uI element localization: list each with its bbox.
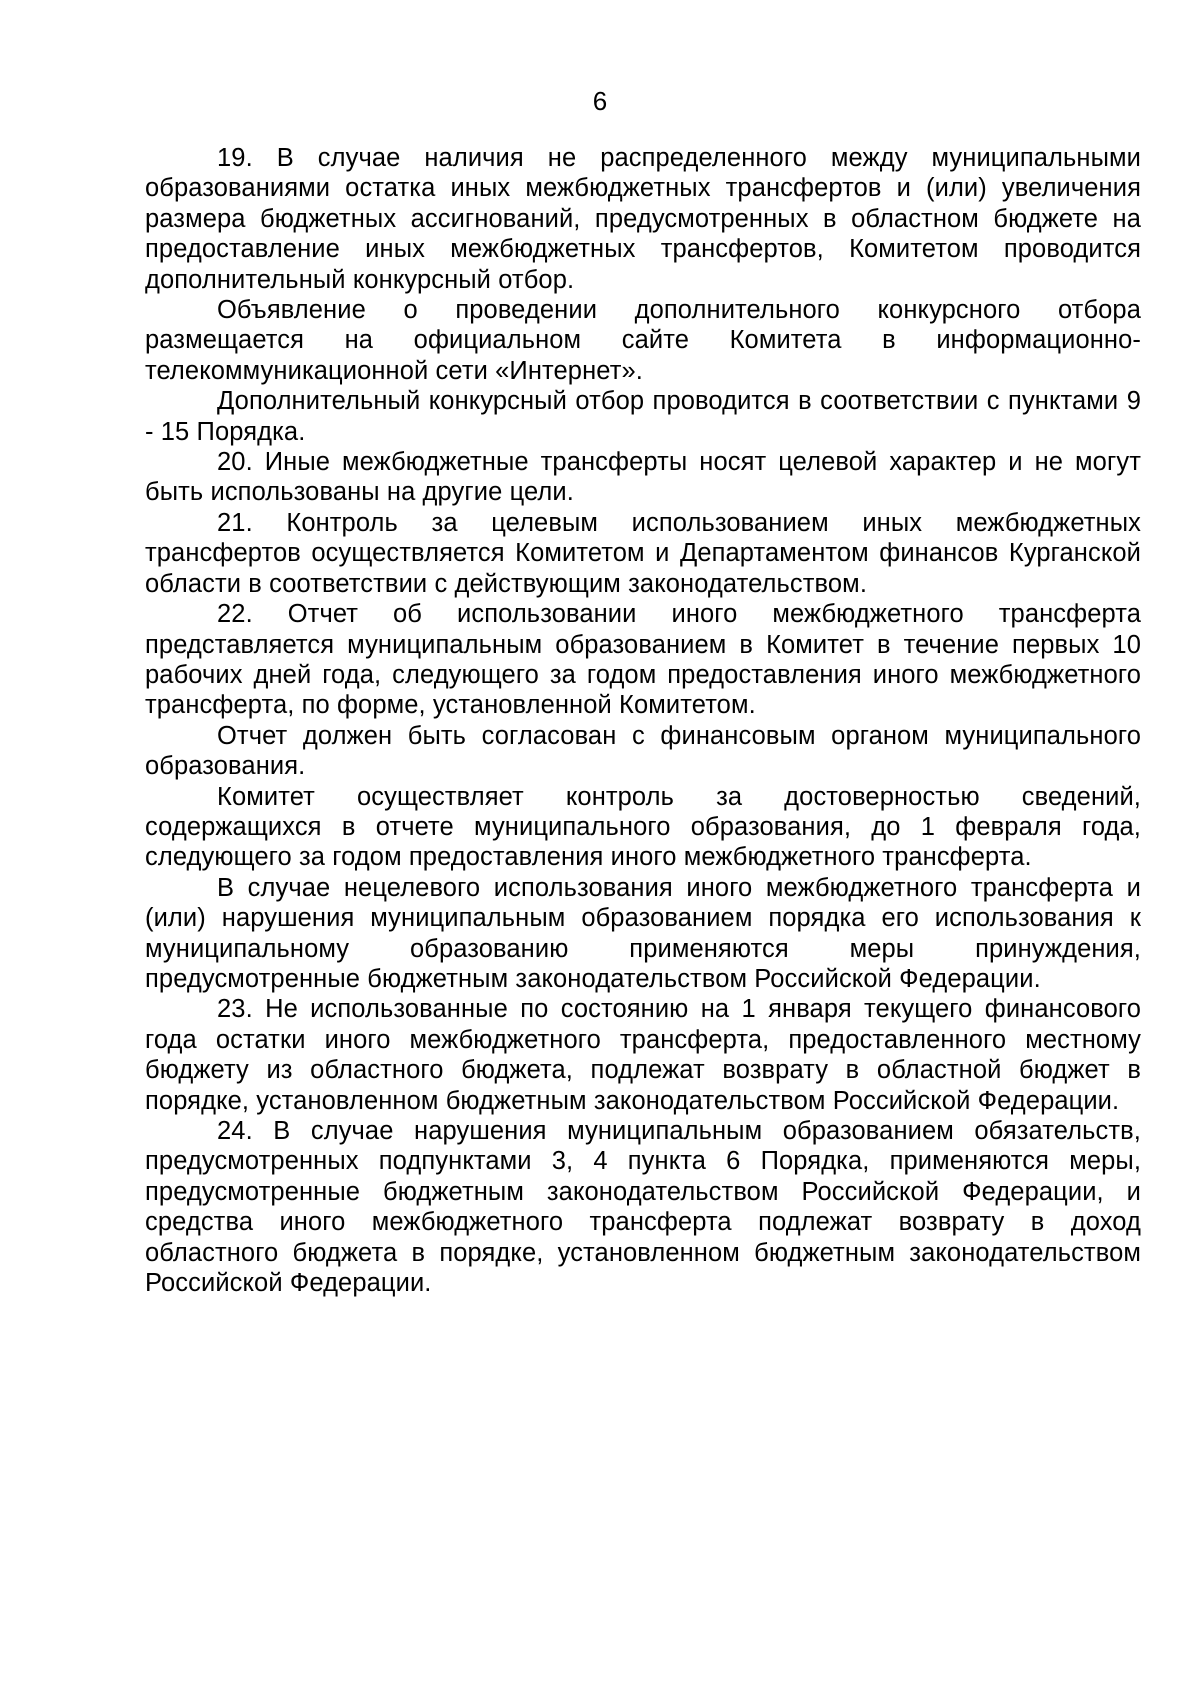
paragraph-22-misuse: В случае нецелевого использования иного межбюджетного трансферта и (или) нарушения муниципальным образованием порядка его использования к муниципальному образованию применяются меры принуждения, предусмотренные бюджетным законодательством Российской Федерации. bbox=[145, 873, 1141, 993]
page-number: 6 bbox=[592, 86, 608, 116]
paragraph-22-control: Комитет осуществляет контроль за достоверностью сведений, содержащихся в отчете муниципального образования, до 1 февраля года, следующего за годом предоставления иного межбюджетного трансферта. bbox=[145, 782, 1141, 872]
paragraph-20: 20. Иные межбюджетные трансферты носят целевой характер и не могут быть использованы на другие цели. bbox=[145, 448, 1141, 507]
paragraph-21: 21. Контроль за целевым использованием иных межбюджетных трансфертов осуществляется Комитетом и Департаментом финансов Курганской области в соответствии с действующим законодательством. bbox=[145, 508, 1141, 598]
paragraph-19-procedure: Дополнительный конкурсный отбор проводится в соответствии с пунктами 9 - 15 Порядка. bbox=[145, 387, 1141, 446]
document-body bbox=[145, 143, 1141, 1298]
paragraph-23: 23. Не использованные по состоянию на 1 января текущего финансового года остатки иного межбюджетного трансферта, предоставленного местному бюджету из областного бюджета, подлежат возврату в областной бюджет в порядке, установленном бюджетным законодательством Российской Федерации. bbox=[145, 995, 1141, 1115]
paragraph-19-announcement: Объявление о проведении дополнительного конкурсного отбора размещается на официальном сайте Комитета в информационно-телекоммуникационной сети «Интернет». bbox=[145, 296, 1141, 385]
paragraph-24: 24. В случае нарушения муниципальным образованием обязательств, предусмотренных подпунктами 3, 4 пункта 6 Порядка, применяются меры, предусмотренные бюджетным законодательством Российской Федерации, и средства иного межбюджетного трансферта подлежат возврату в доход областного бюджета в порядке, установленном бюджетным законодательством Российской Федерации. bbox=[145, 1117, 1141, 1298]
paragraph-22: 22. Отчет об использовании иного межбюджетного трансферта представляется муниципальным образованием в Комитет в течение первых 10 рабочих дней года, следующего за годом предоставления иного межбюджетного трансферта, по форме, установленной Комитетом. bbox=[145, 600, 1141, 720]
paragraph-22-approval: Отчет должен быть согласован с финансовым органом муниципального образования. bbox=[145, 721, 1141, 781]
paragraph-19: 19. В случае наличия не распределенного между муниципальными образованиями остатка иных межбюджетных трансфертов и (или) увеличения размера бюджетных ассигнований, предусмотренных в областном бюджете на предоставление иных межбюджетных трансфертов, Комитетом проводится дополнительный конкурсный отбор. bbox=[145, 144, 1141, 294]
